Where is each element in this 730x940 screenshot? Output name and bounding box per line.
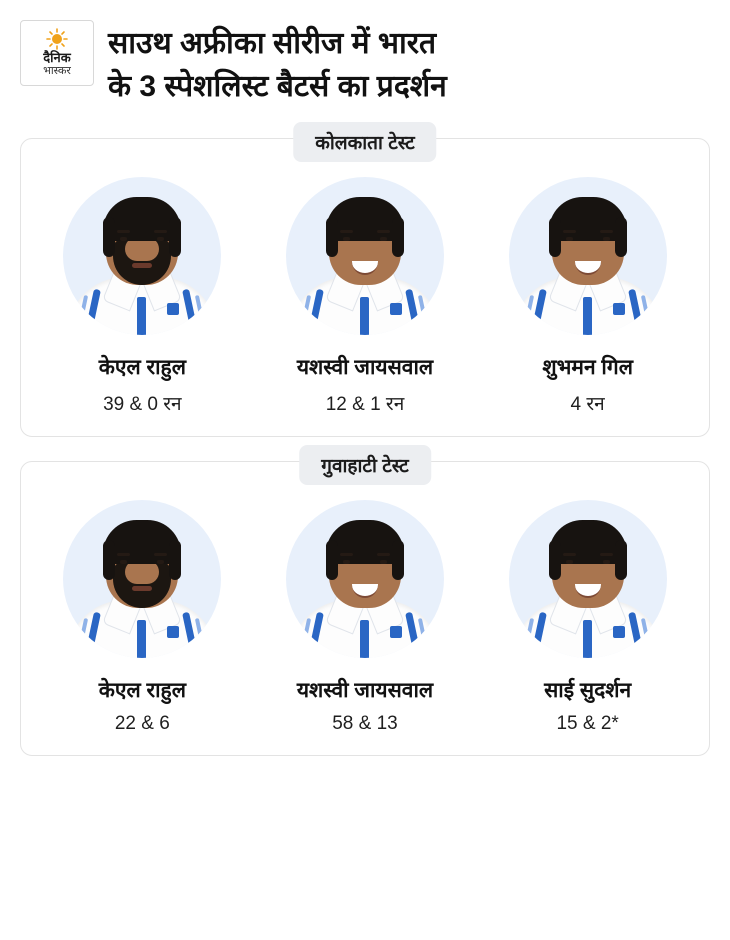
brand-name-secondary: भास्कर (43, 65, 71, 77)
player-card (265, 500, 465, 735)
title-line-1: साउथ अफ्रीका सीरीज में भारत (108, 27, 437, 60)
player-portrait-bearded (63, 177, 221, 335)
section-guwahati-test (20, 456, 710, 756)
player-name: यशस्वी जायसवाल (296, 679, 434, 702)
player-portrait-young (286, 500, 444, 658)
player-portrait-smiling (509, 500, 667, 658)
section-title: गुवाहाटी टेस्ट (299, 445, 431, 485)
player-name: यशस्वी जायसवाल (296, 356, 434, 379)
page-title (108, 20, 710, 108)
header (20, 16, 710, 114)
player-card (488, 177, 688, 416)
player-name: साई सुदर्शन (544, 679, 632, 702)
player-card (265, 177, 465, 416)
player-list (31, 500, 699, 735)
brand-name-primary: दैनिक (43, 50, 71, 65)
footer-spacer (20, 756, 710, 774)
player-score: 4 रन (570, 394, 605, 415)
player-name: केएल राहुल (98, 356, 186, 379)
player-name: शुभमन गिल (542, 356, 633, 379)
player-name: केएल राहुल (98, 679, 186, 702)
section-title: कोलकाता टेस्ट (293, 122, 436, 162)
player-portrait-bearded (63, 500, 221, 658)
brand-logo (20, 20, 94, 86)
player-score: 15 & 2* (556, 713, 619, 734)
section-kolkata-test (20, 133, 710, 437)
player-portrait-young (286, 177, 444, 335)
sun-icon (46, 28, 68, 50)
player-score: 39 & 0 रन (103, 394, 182, 415)
player-score: 12 & 1 रन (325, 394, 405, 415)
player-list (31, 177, 699, 416)
player-card (42, 177, 242, 416)
player-portrait-smiling (509, 177, 667, 335)
title-line-2: के 3 स्पेशलिस्ट बैटर्स का प्रदर्शन (108, 70, 447, 103)
player-score: 22 & 6 (114, 713, 170, 734)
player-card (488, 500, 688, 735)
player-card (42, 500, 242, 735)
player-score: 58 & 13 (332, 713, 398, 734)
